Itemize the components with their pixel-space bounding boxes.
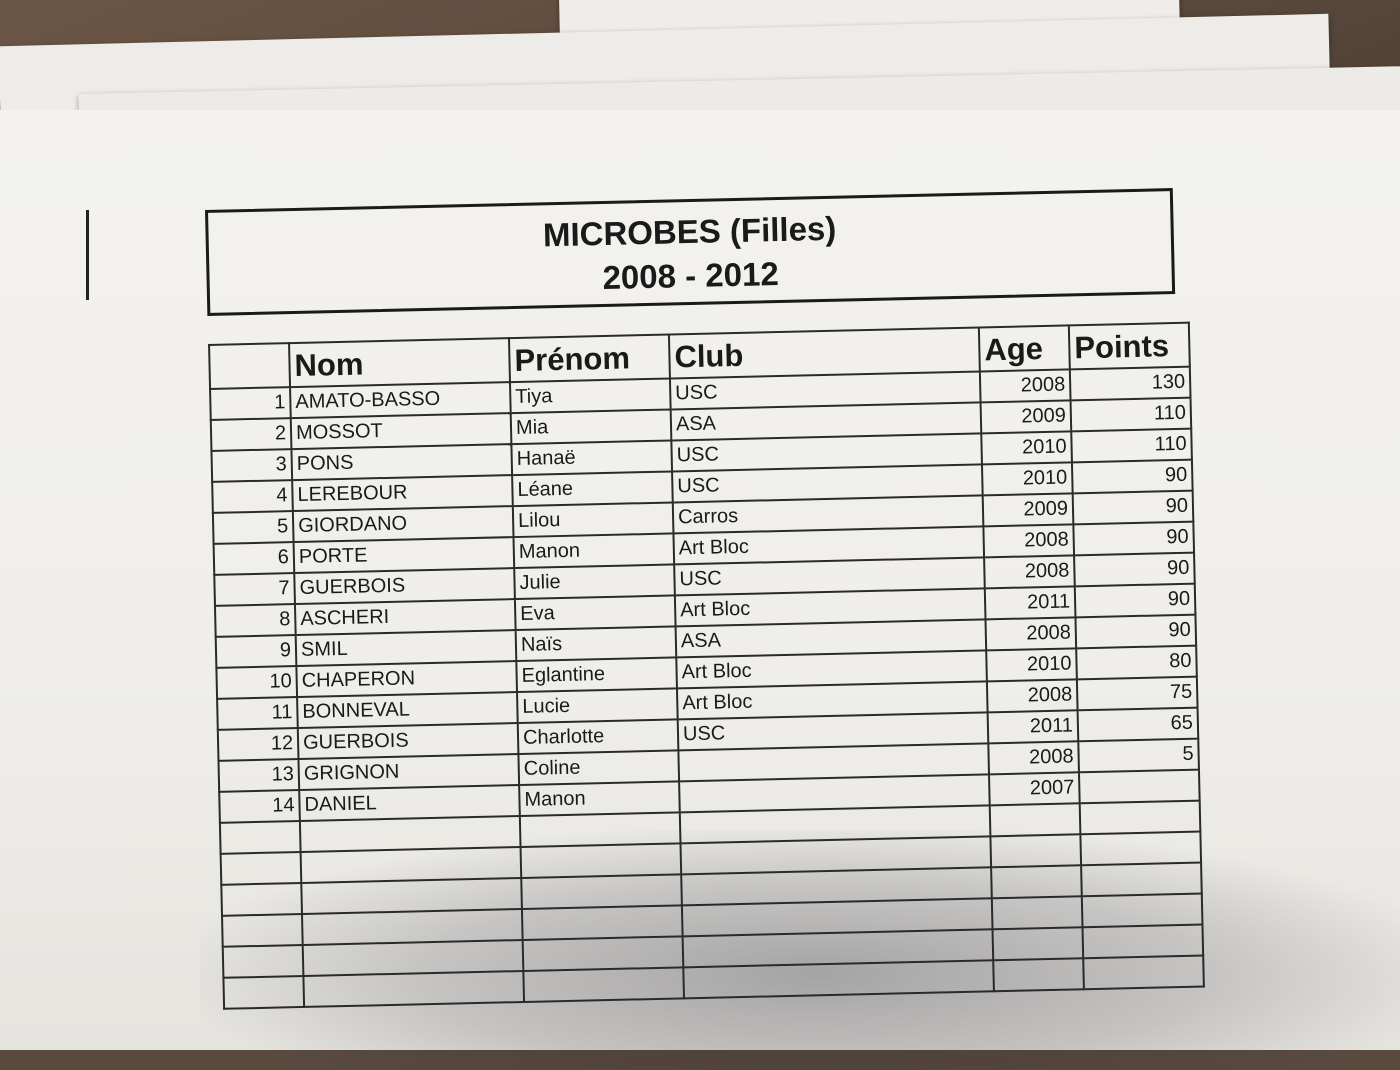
empty-rank-cell — [220, 821, 301, 854]
header-points: Points — [1069, 323, 1190, 370]
header-nom: Nom — [289, 338, 510, 387]
rank-cell: 6 — [214, 542, 295, 575]
empty-prenom-cell — [521, 874, 682, 909]
club-cell: ASA — [671, 402, 982, 440]
prenom-cell: Lilou — [513, 502, 674, 537]
empty-points-cell — [1082, 925, 1203, 959]
age-cell: 2008 — [987, 679, 1078, 712]
nom-cell: GUERBOIS — [298, 723, 519, 759]
club-cell: USC — [671, 433, 982, 471]
nom-cell: CHAPERON — [296, 661, 517, 697]
empty-age-cell — [993, 927, 1084, 960]
nom-cell: DANIEL — [299, 785, 520, 821]
empty-points-cell — [1080, 832, 1201, 866]
empty-prenom-cell — [520, 812, 681, 847]
empty-age-cell — [992, 896, 1083, 929]
nom-cell: SMIL — [296, 630, 517, 666]
rank-cell: 10 — [216, 666, 297, 699]
prenom-cell: Charlotte — [518, 719, 679, 754]
points-cell: 90 — [1075, 584, 1196, 618]
results-document — [205, 187, 1228, 1010]
club-cell: USC — [678, 712, 989, 750]
nom-cell: ASCHERI — [295, 599, 516, 635]
rank-cell: 12 — [218, 728, 299, 761]
age-cell: 2007 — [989, 772, 1080, 805]
club-cell: Art Bloc — [673, 526, 984, 564]
club-cell: Art Bloc — [676, 650, 987, 688]
nom-cell: GRIGNON — [298, 754, 519, 790]
age-cell: 2011 — [988, 710, 1079, 743]
table-body — [210, 367, 1204, 1009]
club-cell: ASA — [676, 619, 987, 657]
category-title: MICROBES (Filles) — [542, 209, 837, 254]
points-cell: 90 — [1073, 522, 1194, 556]
rank-cell: 4 — [212, 480, 293, 513]
prenom-cell: Coline — [518, 750, 679, 785]
age-cell: 2008 — [985, 617, 1076, 650]
header-prenom: Prénom — [509, 335, 670, 383]
rank-cell: 13 — [219, 759, 300, 792]
empty-points-cell — [1083, 956, 1204, 990]
nom-cell: GIORDANO — [293, 506, 514, 542]
nom-cell: AMATO-BASSO — [290, 382, 511, 418]
empty-club-cell — [683, 960, 994, 998]
nom-cell: BONNEVAL — [297, 692, 518, 728]
empty-age-cell — [990, 834, 1081, 867]
empty-nom-cell — [303, 940, 524, 976]
empty-prenom-cell — [523, 967, 684, 1002]
prenom-cell: Lucie — [517, 688, 678, 723]
age-cell: 2009 — [981, 400, 1072, 433]
empty-nom-cell — [301, 878, 522, 914]
empty-nom-cell — [300, 816, 521, 852]
club-cell: Art Bloc — [675, 588, 986, 626]
rank-cell: 8 — [215, 604, 296, 637]
rank-cell: 1 — [210, 387, 291, 420]
prenom-cell: Manon — [514, 533, 675, 568]
age-cell: 2008 — [983, 524, 1074, 557]
points-cell: 110 — [1071, 429, 1192, 463]
prenom-cell: Manon — [519, 781, 680, 816]
points-cell: 90 — [1075, 615, 1196, 649]
rank-cell: 11 — [217, 697, 298, 730]
points-cell: 90 — [1074, 553, 1195, 587]
empty-points-cell — [1081, 863, 1202, 897]
age-cell: 2009 — [983, 493, 1074, 526]
prenom-cell: Julie — [514, 564, 675, 599]
rank-cell: 2 — [211, 418, 292, 451]
points-cell: 110 — [1071, 398, 1192, 432]
nom-cell: LEREBOUR — [292, 475, 513, 511]
points-cell: 80 — [1076, 646, 1197, 680]
header-club: Club — [669, 327, 980, 378]
empty-prenom-cell — [523, 936, 684, 971]
points-cell: 90 — [1073, 491, 1194, 525]
empty-prenom-cell — [521, 843, 682, 878]
empty-prenom-cell — [522, 905, 683, 940]
club-cell: Carros — [673, 495, 984, 533]
rank-cell: 3 — [211, 449, 292, 482]
printed-margin-mark — [86, 210, 89, 300]
points-cell — [1079, 770, 1200, 804]
rank-cell: 9 — [216, 635, 297, 668]
rank-cell: 5 — [213, 511, 294, 544]
age-cell: 2010 — [981, 431, 1072, 464]
nom-cell: GUERBOIS — [294, 568, 515, 604]
nom-cell: MOSSOT — [291, 413, 512, 449]
points-cell: 5 — [1078, 739, 1199, 773]
empty-age-cell — [990, 803, 1081, 836]
prenom-cell: Eglantine — [516, 657, 677, 692]
nom-cell: PORTE — [294, 537, 515, 573]
age-cell: 2010 — [982, 462, 1073, 495]
header-rank — [209, 343, 290, 389]
points-cell: 65 — [1078, 708, 1199, 742]
empty-points-cell — [1082, 894, 1203, 928]
empty-nom-cell — [302, 909, 523, 945]
age-cell: 2008 — [980, 369, 1071, 402]
club-cell: USC — [672, 464, 983, 502]
age-cell: 2011 — [985, 586, 1076, 619]
club-cell: USC — [670, 371, 981, 409]
club-cell: Art Bloc — [677, 681, 988, 719]
age-cell: 2010 — [986, 648, 1077, 681]
empty-rank-cell — [221, 883, 302, 916]
club-cell: USC — [674, 557, 985, 595]
nom-cell: PONS — [291, 444, 512, 480]
empty-points-cell — [1080, 801, 1201, 835]
points-cell: 75 — [1077, 677, 1198, 711]
empty-rank-cell — [221, 852, 302, 885]
title-box — [205, 188, 1175, 316]
header-age: Age — [979, 325, 1070, 371]
prenom-cell: Tiya — [510, 378, 671, 413]
empty-age-cell — [993, 958, 1084, 991]
empty-age-cell — [991, 865, 1082, 898]
age-cell: 2008 — [984, 555, 1075, 588]
points-cell: 90 — [1072, 460, 1193, 494]
empty-rank-cell — [223, 945, 304, 978]
empty-rank-cell — [223, 976, 304, 1009]
prenom-cell: Léane — [512, 471, 673, 506]
results-table — [208, 322, 1205, 1010]
prenom-cell: Naïs — [516, 626, 677, 661]
prenom-cell: Mia — [511, 409, 672, 444]
rank-cell: 14 — [219, 790, 300, 823]
empty-rank-cell — [222, 914, 303, 947]
age-cell: 2008 — [988, 741, 1079, 774]
prenom-cell: Eva — [515, 595, 676, 630]
year-range-title: 2008 - 2012 — [602, 255, 780, 296]
empty-nom-cell — [301, 847, 522, 883]
prenom-cell: Hanaë — [511, 440, 672, 475]
rank-cell: 7 — [214, 573, 295, 606]
points-cell: 130 — [1070, 367, 1191, 401]
empty-nom-cell — [303, 971, 524, 1007]
